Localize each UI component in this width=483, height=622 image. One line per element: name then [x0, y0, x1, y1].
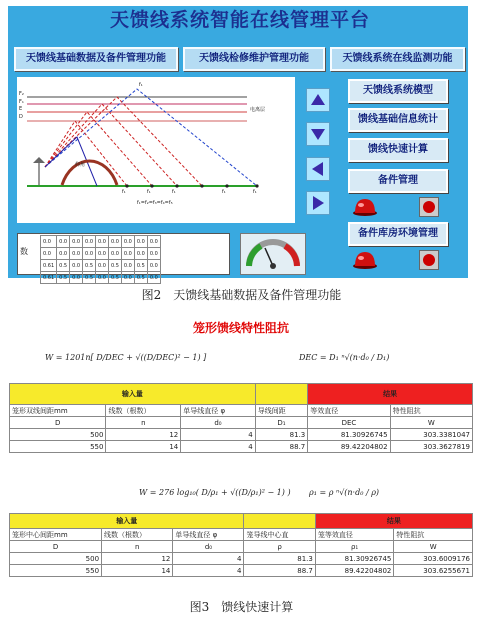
- warehouse-status-indicator-icon: [419, 250, 439, 270]
- table-cell: 303.3381047: [390, 429, 472, 441]
- apex-label: f₁: [139, 82, 143, 88]
- table-cell: 81.30926745: [315, 553, 394, 565]
- grid-cell: 0.61: [41, 260, 57, 272]
- elevation-label: 仰角: [75, 162, 86, 168]
- tab-maintenance[interactable]: 天馈线检修维护管理功能: [183, 47, 325, 71]
- ground-label-3: f₁: [172, 189, 176, 195]
- table-row: [10, 565, 473, 577]
- table-cell: 550: [10, 441, 106, 453]
- left-arrow-icon: [307, 158, 329, 180]
- layer-labels: [19, 91, 24, 121]
- column-symbol: d₀: [181, 417, 256, 429]
- column-symbol: ρ: [244, 541, 315, 553]
- column-symbol: D: [10, 417, 106, 429]
- grid-cell: 0.0: [96, 272, 109, 284]
- antenna-icon: [33, 157, 45, 185]
- layer-label-f2: F₂: [19, 91, 24, 97]
- grid-cell: 0.0: [83, 236, 96, 248]
- column-symbol: DEC: [308, 417, 390, 429]
- status-indicator-icon: [419, 197, 439, 217]
- formula-2: W = 276 log₁₀( D/ρ₁ + √((D/ρ₁)² − 1) ): [139, 488, 291, 497]
- figure-2-caption: 图2 天馈线基础数据及备件管理功能: [141, 288, 342, 302]
- grid-cell: 0.0: [121, 260, 134, 272]
- grid-cell: 0.0: [121, 272, 134, 284]
- grid-cell: 0.0: [96, 248, 109, 260]
- column-symbol: ρ₁: [315, 541, 394, 553]
- column-header: 笼形双线间距mm: [10, 405, 106, 417]
- right-arrow-button[interactable]: [306, 191, 330, 215]
- table-cell: 89.42204802: [315, 565, 394, 577]
- column-header: 特性阻抗: [394, 529, 473, 541]
- grid-cell: 0.0: [70, 248, 83, 260]
- alarm-light-icon: [352, 195, 378, 221]
- result-header-2: 结果: [315, 514, 472, 529]
- grid-cell: 0.5: [83, 260, 96, 272]
- ground-label-1: f₁: [122, 189, 126, 195]
- ground-label-4: f₁: [222, 189, 226, 195]
- down-arrow-icon: [307, 123, 329, 145]
- calc-table-1: [9, 383, 473, 453]
- column-header: 等效直径: [308, 405, 390, 417]
- ground-label-5: f₁: [253, 189, 257, 195]
- column-symbol: D: [10, 541, 102, 553]
- formula-1b: DEC = D₁ ⁿ√(n·d₀ / D₁): [299, 353, 390, 362]
- grid-cell: 0.0: [147, 260, 160, 272]
- result-header: 结果: [308, 384, 473, 405]
- column-header: 单导线直径 φ: [181, 405, 256, 417]
- grid-cell: 0.0: [147, 272, 160, 284]
- ionosphere-label: 电离层: [250, 107, 266, 113]
- grid-cell: 0.0: [70, 236, 83, 248]
- table-cell: 14: [106, 441, 181, 453]
- tab-basic-data[interactable]: 天馈线基础数据及备件管理功能: [14, 47, 178, 71]
- table-cell: 81.3: [244, 553, 315, 565]
- left-arrow-button[interactable]: [306, 157, 330, 181]
- gauge-panel: [240, 233, 306, 275]
- down-arrow-button[interactable]: [306, 122, 330, 146]
- ray-4: [45, 112, 152, 186]
- grid-row: [41, 272, 161, 284]
- table-cell: 303.3627819: [390, 441, 472, 453]
- tab-monitoring[interactable]: 天馈线系统在线监测功能: [330, 47, 465, 71]
- grid-cell: 0.0: [147, 236, 160, 248]
- column-header: 笼导线中心直: [244, 529, 315, 541]
- warehouse-alarm-light-icon: [352, 248, 378, 274]
- grid-cell: 0.0: [57, 248, 70, 260]
- table-row: [10, 553, 473, 565]
- formula-1: W = 1201n[ D/DEC + √((D/DEC)² − 1) ]: [45, 353, 207, 362]
- column-symbol: W: [390, 417, 472, 429]
- column-symbol: D₁: [255, 417, 308, 429]
- grid-table: [40, 235, 161, 284]
- grid-cell: 0.0: [83, 248, 96, 260]
- spare-parts-button[interactable]: 备件管理: [348, 169, 448, 193]
- column-symbol: d₀: [173, 541, 244, 553]
- right-arrow-icon: [307, 192, 329, 214]
- warehouse-env-button[interactable]: 备件库房环境管理: [348, 222, 448, 246]
- grid-cell: 0.0: [57, 236, 70, 248]
- table-cell: 88.7: [255, 441, 308, 453]
- grid-cell: 0.0: [108, 236, 121, 248]
- column-header: 笼形中心间距mm: [10, 529, 102, 541]
- grid-cell: 0.0: [70, 260, 83, 272]
- feeder-calc-button[interactable]: 馈线快速计算: [348, 138, 448, 162]
- formula-2b: ρ₁ = ρ ⁿ√(n·d₀ / ρ): [309, 488, 380, 497]
- table-cell: 88.7: [244, 565, 315, 577]
- grid-cell: 0.0: [134, 248, 147, 260]
- grid-cell: 0.0: [70, 272, 83, 284]
- up-arrow-button[interactable]: [306, 88, 330, 112]
- figure-3-caption: 图3 馈线快速计算: [189, 600, 294, 614]
- column-header: 笼等效直径: [315, 529, 394, 541]
- column-symbol: n: [102, 541, 173, 553]
- grid-cell: 0.0: [41, 236, 57, 248]
- calc-table-2: [9, 513, 473, 577]
- layer-label-f1: F₁: [19, 98, 24, 105]
- grid-cell: 0.5: [134, 272, 147, 284]
- column-header: 线数（根数）: [106, 405, 181, 417]
- grid-row-header: 数: [20, 247, 28, 256]
- feeder-calc-sheet: [9, 318, 473, 588]
- column-header: 线数（根数）: [102, 529, 173, 541]
- table-cell: 12: [102, 553, 173, 565]
- frequency-formula: f₁=f₂=f₃=f₄=f₅: [137, 200, 173, 206]
- propagation-diagram: [17, 77, 295, 223]
- grid-cell: 0.0: [134, 236, 147, 248]
- table-row: [10, 429, 473, 441]
- grid-cell: 0.0: [41, 248, 57, 260]
- table-cell: 303.6255671: [394, 565, 473, 577]
- grid-cell: 0.0: [121, 236, 134, 248]
- column-header: 导线间距: [255, 405, 308, 417]
- column-symbol: W: [394, 541, 473, 553]
- table-cell: 4: [181, 429, 256, 441]
- app-title: 天馈线系统智能在线管理平台: [109, 9, 370, 31]
- table-cell: 500: [10, 553, 102, 565]
- table-cell: 14: [102, 565, 173, 577]
- grid-cell: 0.5: [57, 272, 70, 284]
- grid-cell: 0.0: [96, 236, 109, 248]
- table-cell: 4: [173, 553, 244, 565]
- table-cell: 89.42204802: [308, 441, 390, 453]
- up-arrow-icon: [307, 89, 329, 111]
- column-symbol: n: [106, 417, 181, 429]
- grid-cell: 0.5: [134, 260, 147, 272]
- layer-label-d: D: [19, 113, 23, 120]
- data-grid: [17, 233, 230, 281]
- grid-row: [41, 260, 161, 272]
- grid-cell: 0.5: [108, 260, 121, 272]
- grid-cell: 0.5: [108, 272, 121, 284]
- input-header-2: 输入量: [10, 514, 244, 529]
- layer-label-e: E: [19, 106, 23, 112]
- antenna-model-button[interactable]: 天馈线系统模型: [348, 79, 448, 103]
- grid-cell: 0.5: [57, 260, 70, 272]
- grid-cell: 0.0: [147, 248, 160, 260]
- table-row: [10, 441, 473, 453]
- feeder-stats-button[interactable]: 馈线基础信息统计: [348, 108, 448, 132]
- table-cell: 4: [181, 441, 256, 453]
- table-cell: 500: [10, 429, 106, 441]
- grid-cell: 0.0: [96, 260, 109, 272]
- grid-cell: 0.0: [108, 248, 121, 260]
- column-header: 特性阻抗: [390, 405, 472, 417]
- grid-row: [41, 236, 161, 248]
- grid-cell: 0.61: [41, 272, 57, 284]
- table-cell: 12: [106, 429, 181, 441]
- input-header: 输入量: [10, 384, 256, 405]
- grid-cell: 0.0: [121, 248, 134, 260]
- table-cell: 81.30926745: [308, 429, 390, 441]
- column-header: 单导线直径 φ: [173, 529, 244, 541]
- ground-label-2: f₁: [147, 189, 151, 195]
- table-cell: 81.3: [255, 429, 308, 441]
- gauge-icon: [241, 234, 305, 274]
- grid-row: [41, 248, 161, 260]
- table-cell: 550: [10, 565, 102, 577]
- table-cell: 303.6009176: [394, 553, 473, 565]
- grid-cell: 0.5: [83, 272, 96, 284]
- elevation-arc: [62, 161, 117, 185]
- table-cell: 4: [173, 565, 244, 577]
- calc-title: 笼形馈线特性阻抗: [192, 321, 289, 335]
